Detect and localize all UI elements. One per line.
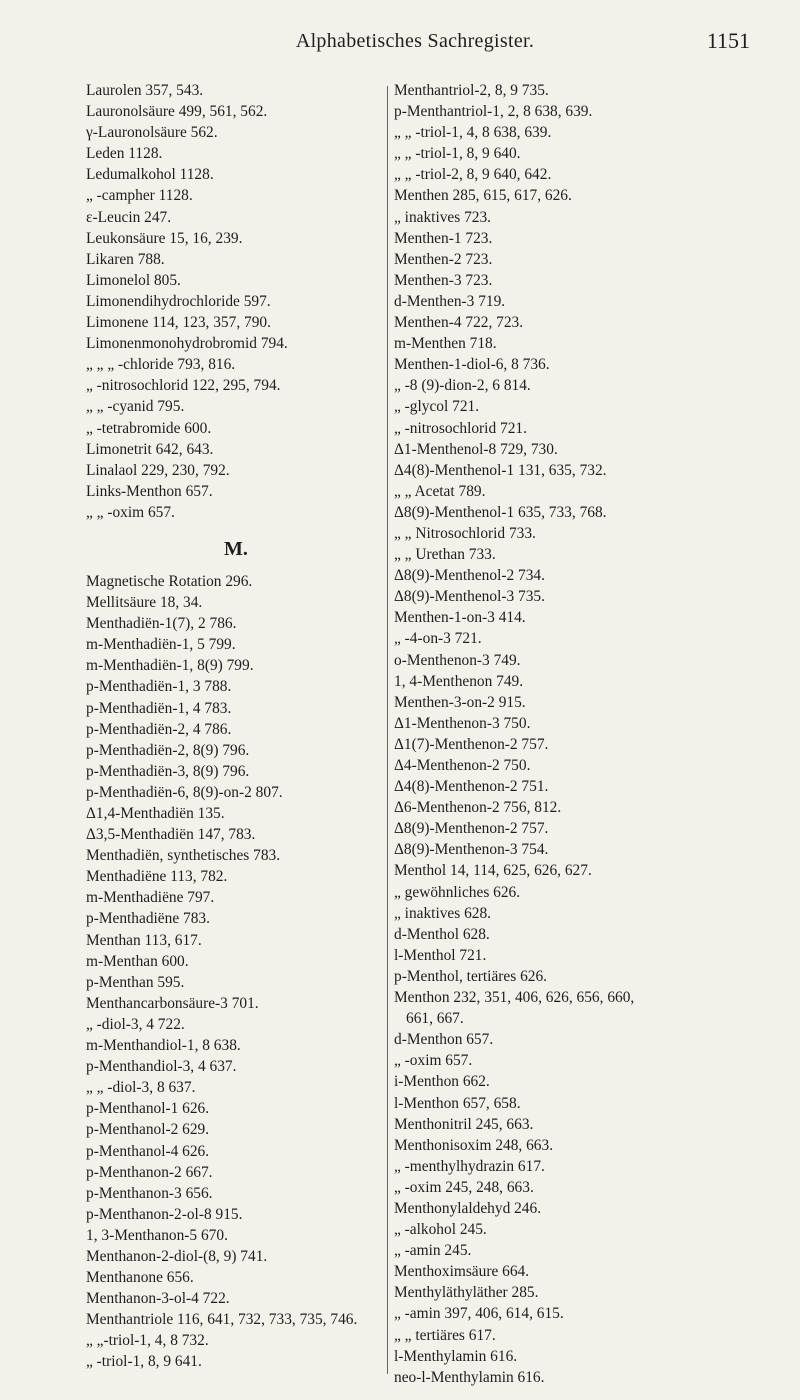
index-entry: Laurolen 357, 543.: [86, 82, 204, 99]
index-entry: „ -alkohol 245.: [394, 1221, 487, 1239]
index-entries-m-left: [86, 571, 386, 1373]
index-entry: Δ8(9)-Menthenon-2 757.: [394, 820, 549, 838]
index-entry: Menthen-1-diol-6, 8 736.: [394, 356, 550, 374]
index-entry: „ -diol-3, 4 722.: [86, 1015, 185, 1033]
index-entry: γ-Lauronolsäure 562.: [86, 124, 218, 142]
index-entry: Menthonisoxim 248, 663.: [394, 1136, 554, 1154]
index-entry: Menthan 113, 617.: [86, 931, 202, 949]
index-entry: p-Menthantriol-1, 2, 8 638, 639.: [394, 103, 593, 121]
index-entry: m-Menthadiën-1, 8(9) 799.: [86, 657, 254, 675]
index-entry: Δ8(9)-Menthenol-1 635, 733, 768.: [394, 503, 607, 521]
index-entry: Limonelol 805.: [86, 271, 181, 289]
index-entry: „ „ -diol-3, 8 637.: [86, 1079, 196, 1097]
index-entry: Lauronolsäure 499, 561, 562.: [86, 103, 268, 121]
index-entry: Δ1-Menthenon-3 750.: [394, 714, 531, 732]
index-entry: „ -glycol 721.: [394, 398, 480, 416]
index-entry: p-Menthanol-2 629.: [86, 1121, 210, 1139]
index-entry: Ledumalkohol 1128.: [86, 166, 214, 184]
index-entry: m-Menthadiën-1, 5 799.: [86, 636, 236, 654]
index-entry: „ -oxim 245, 248, 663.: [394, 1178, 534, 1196]
index-entry: Δ1-Menthenol-8 729, 730.: [394, 440, 558, 458]
index-entry: p-Menthanon-3 656.: [86, 1184, 213, 1202]
index-entry: Δ4(8)-Menthenol-1 131, 635, 732.: [394, 461, 607, 479]
index-entry: Menthanone 656.: [86, 1269, 194, 1287]
index-entry: Menthen-1-on-3 414.: [394, 609, 526, 627]
index-entry: i-Menthon 662.: [394, 1073, 490, 1091]
index-entry: „ „ -triol-2, 8, 9 640, 642.: [394, 166, 552, 184]
index-entry: Menthanon-2-diol-(8, 9) 741.: [86, 1247, 268, 1265]
index-entry: Menthadiëne 113, 782.: [86, 868, 228, 886]
index-entry: Menthonylaldehyd 246.: [394, 1199, 542, 1217]
index-entry: Menthen-3 723.: [394, 271, 493, 289]
index-entry: p-Menthandiol-3, 4 637.: [86, 1058, 237, 1076]
index-entry: p-Menthol, tertiäres 626.: [394, 967, 548, 985]
index-entry: p-Menthadiëne 783.: [86, 910, 210, 928]
index-entry: p-Menthan 595.: [86, 973, 185, 991]
index-entry: d-Menthen-3 719.: [394, 292, 506, 310]
index-entry: „ „ Acetat 789.: [394, 482, 486, 500]
index-entry: „ inaktives 628.: [394, 904, 492, 922]
index-entry: l-Menthon 657, 658.: [394, 1094, 521, 1112]
index-entry: „ -8 (9)-dion-2, 6 814.: [394, 377, 531, 395]
index-entry: p-Menthanol-1 626.: [86, 1100, 210, 1118]
index-entry: Menthen-1 723.: [394, 229, 493, 247]
index-entry: Mellitsäure 18, 34.: [86, 594, 203, 612]
index-entry: p-Menthadiën-3, 8(9) 796.: [86, 762, 250, 780]
running-title: Alphabetisches Sachregister.: [295, 30, 535, 52]
section-letter-m: M.: [224, 537, 248, 560]
index-entry: Menthol 14, 114, 625, 626, 627.: [394, 862, 592, 880]
index-entry: Δ3,5-Menthadiën 147, 783.: [86, 826, 256, 844]
index-entry: „ inaktives 723.: [394, 208, 492, 226]
index-entry: l-Menthylamin 616.: [394, 1347, 518, 1365]
column-divider: [387, 86, 388, 1374]
index-entry: neo-l-Menthylamin 616.: [394, 1368, 545, 1386]
left-column: [86, 80, 386, 1373]
index-entry: Δ4-Menthenon-2 750.: [394, 757, 531, 774]
index-entry: 1, 4-Menthenon 749.: [394, 672, 524, 690]
index-entry: Limonendihydrochloride 597.: [86, 292, 271, 310]
index-entries-l: [86, 80, 386, 523]
index-entry: Menthen-4 722, 723.: [394, 314, 524, 332]
index-entry: Linalaol 229, 230, 792.: [86, 461, 230, 479]
page-number: 1151: [706, 28, 750, 53]
index-entry: „ -nitrosochlorid 122, 295, 794.: [86, 377, 281, 395]
index-entry: Magnetische Rotation 296.: [86, 572, 253, 590]
index-entry: Δ1(7)-Menthenon-2 757.: [394, 735, 549, 753]
index-entry: Limonenmonohydrobromid 794.: [86, 335, 288, 353]
index-entry: 1, 3-Menthanon-5 670.: [86, 1226, 228, 1244]
index-entry: m-Menthandiol-1, 8 638.: [86, 1037, 241, 1055]
index-entry: „ „ Urethan 733.: [394, 546, 496, 564]
index-entry: o-Menthenon-3 749.: [394, 651, 521, 669]
index-entry: „ „ -triol-1, 8, 9 640.: [394, 145, 521, 163]
index-entry: p-Menthanon-2-ol-8 915.: [86, 1205, 243, 1223]
index-entry: „ -4-on-3 721.: [394, 630, 482, 648]
index-entry: „ „-triol-1, 4, 8 732.: [86, 1332, 209, 1350]
right-column: [394, 80, 774, 1388]
index-entry: Menthancarbonsäure-3 701.: [86, 994, 259, 1012]
index-entry: „ -campher 1128.: [86, 187, 193, 205]
index-entry: Menthyläthyläther 285.: [394, 1284, 539, 1302]
index-entry: „ „ Nitrosochlorid 733.: [394, 524, 536, 542]
index-entry: Menthon 232, 351, 406, 626, 656, 660,: [394, 989, 635, 1007]
index-entry: „ -nitrosochlorid 721.: [394, 419, 527, 437]
index-entry: „ -tetrabromide 600.: [86, 419, 212, 437]
index-entry: „ „ -oxim 657.: [86, 503, 175, 521]
index-entry: „ „ -cyanid 795.: [86, 398, 185, 416]
index-entry: Menthoximsäure 664.: [394, 1263, 530, 1281]
index-entry: Leukonsäure 15, 16, 239.: [86, 229, 243, 247]
index-entry: Limonetrit 642, 643.: [86, 440, 214, 458]
index-entry: m-Menthan 600.: [86, 952, 189, 970]
index-entry: Menthen-2 723.: [394, 250, 493, 268]
index-entry: p-Menthadiën-2, 4 786.: [86, 720, 232, 738]
index-entry: p-Menthadiën-2, 8(9) 796.: [86, 741, 250, 759]
index-entry: Menthonitril 245, 663.: [394, 1115, 534, 1133]
index-entry: „ „ -triol-1, 4, 8 638, 639.: [394, 124, 552, 142]
index-entry: Links-Menthon 657.: [86, 482, 213, 500]
index-entry: l-Menthol 721.: [394, 946, 487, 964]
index-entry: m-Menthen 718.: [394, 335, 497, 353]
index-entry: Menthantriol-2, 8, 9 735.: [394, 82, 549, 99]
index-entry: Menthen-3-on-2 915.: [394, 693, 526, 711]
index-entry: Limonene 114, 123, 357, 790.: [86, 314, 271, 332]
index-entry: p-Menthanon-2 667.: [86, 1163, 213, 1181]
index-entry: p-Menthanol-4 626.: [86, 1142, 210, 1160]
index-entry: Menthanon-3-ol-4 722.: [86, 1290, 230, 1308]
index-entry: p-Menthadiën-1, 3 788.: [86, 678, 232, 696]
index-entry: „ gewöhnliches 626.: [394, 883, 521, 901]
index-entry: Menthadiën-1(7), 2 786.: [86, 615, 237, 633]
page-header: [80, 24, 750, 64]
index-entry: Likaren 788.: [86, 250, 165, 268]
index-entry: d-Menthol 628.: [394, 925, 490, 943]
index-entry: Δ6-Menthenon-2 756, 812.: [394, 799, 562, 817]
index-entry: Δ1,4-Menthadiën 135.: [86, 805, 225, 822]
index-entry: Menthen 285, 615, 617, 626.: [394, 187, 572, 205]
index-entry: „ -amin 397, 406, 614, 615.: [394, 1305, 564, 1323]
index-entry: „ „ „ -chloride 793, 816.: [86, 356, 236, 374]
index-entry: Δ4(8)-Menthenon-2 751.: [394, 778, 549, 796]
index-entry: „ -amin 245.: [394, 1242, 472, 1260]
index-entry: „ „ tertiäres 617.: [394, 1326, 496, 1344]
index-entry: m-Menthadiëne 797.: [86, 889, 215, 907]
index-entry: Leden 1128.: [86, 145, 163, 163]
index-entry: Δ8(9)-Menthenol-2 734.: [394, 567, 545, 585]
index-entry: Δ8(9)-Menthenol-3 735.: [394, 588, 545, 606]
index-entry: ε-Leucin 247.: [86, 208, 172, 226]
index-entry: „ -menthylhydrazin 617.: [394, 1157, 545, 1175]
index-entry: p-Menthadiën-6, 8(9)-on-2 807.: [86, 783, 283, 801]
index-entries-m-right: [394, 80, 774, 1388]
index-entry: „ -oxim 657.: [394, 1052, 473, 1070]
index-entry: d-Menthon 657.: [394, 1031, 494, 1049]
index-entry: Menthantriole 116, 641, 732, 733, 735, 746.: [86, 1311, 358, 1329]
index-entry: Menthadiën, synthetisches 783.: [86, 847, 281, 865]
index-entry: Δ8(9)-Menthenon-3 754.: [394, 841, 549, 859]
index-entry: p-Menthadiën-1, 4 783.: [86, 699, 232, 717]
index-entry: „ -triol-1, 8, 9 641.: [86, 1353, 202, 1371]
index-entry: 661, 667.: [406, 1010, 464, 1028]
